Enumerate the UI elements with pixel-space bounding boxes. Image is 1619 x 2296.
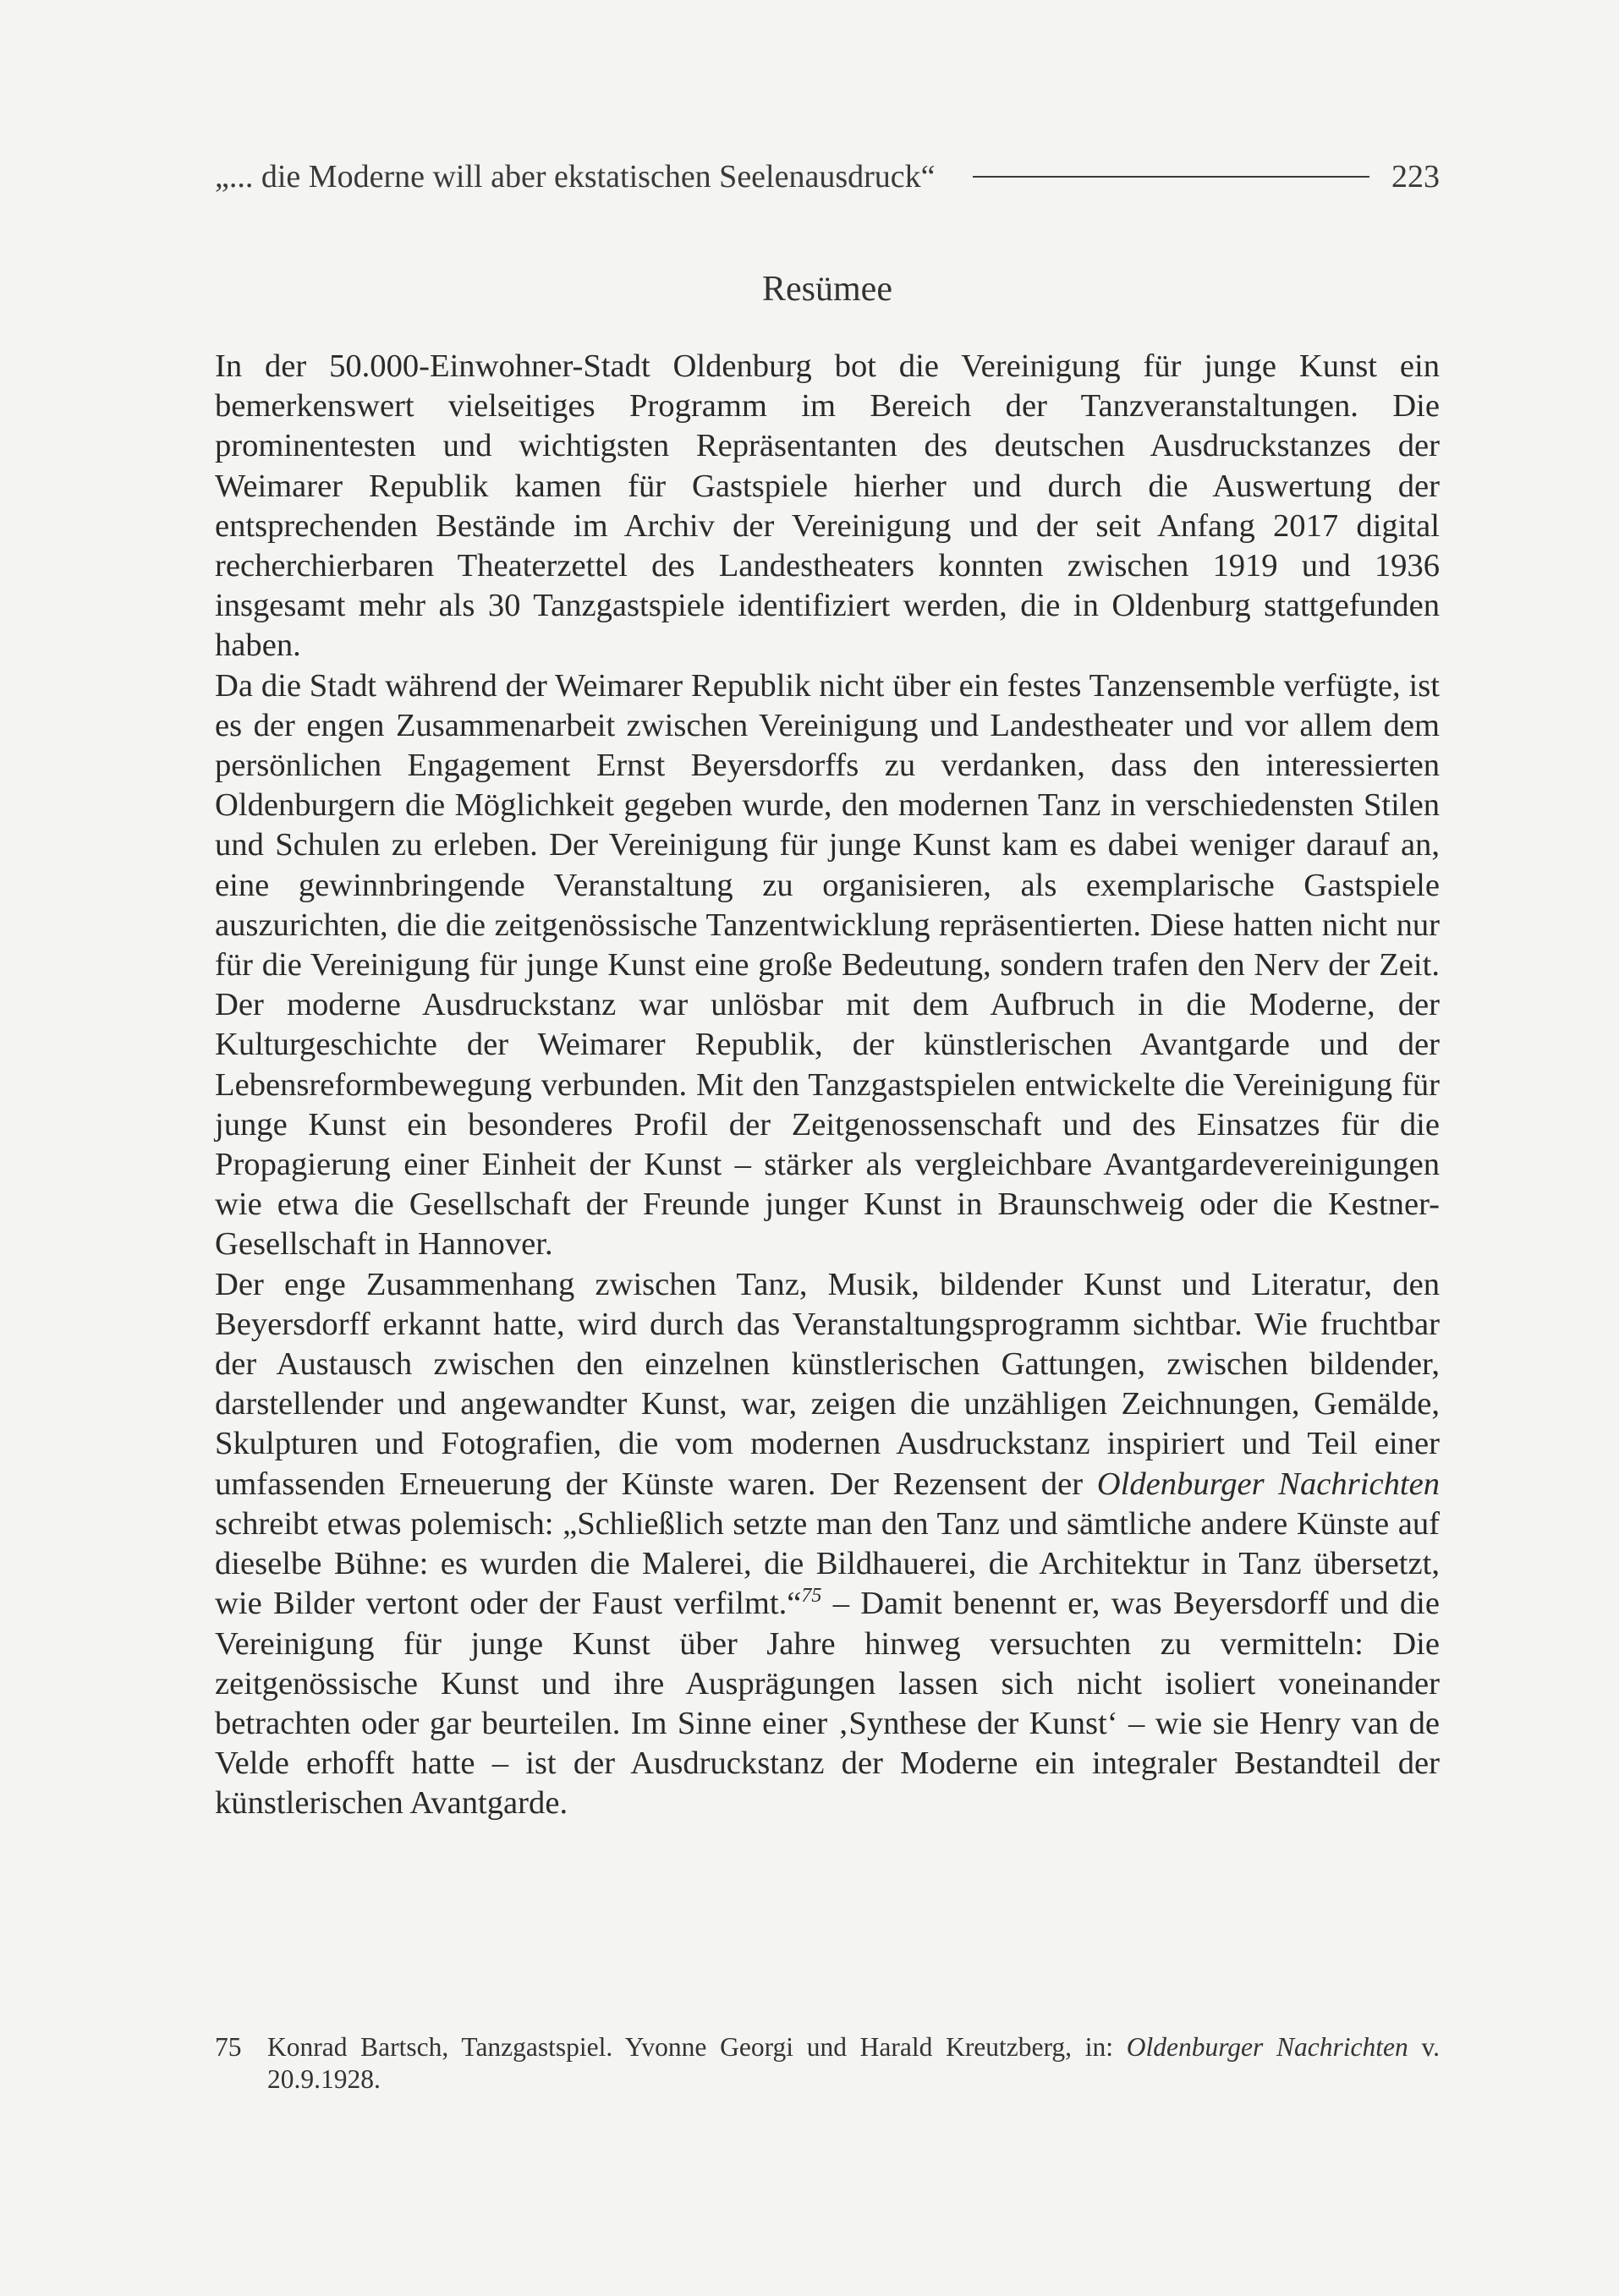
paragraph-3-text-b: – Damit benennt er, was Beyersdorff und die Vereinigung für junge Kunst über Jahre hinweg versuchten zu vermitteln: Die zeitgenössische Kunst und ihre Ausprägungen lassen sich nicht isoliert voneinander betrachten oder gar beurteilen. Im Sinne einer ‚Synthese der Kunst‘ – wie sie Henry van de Velde erhofft hatte – ist der Ausdruckstanz der Moderne ein integraler Bestandteil der künstlerischen Avantgarde. (215, 1586, 1440, 1822)
footnote-reference[interactable]: 75 (801, 1585, 822, 1608)
footnote-date: v. 20.9.1928. (267, 2032, 1441, 2094)
footnote-number: 75 (215, 2032, 242, 2062)
running-title: „... die Moderne will aber ekstatischen Seelenausdruck“ (215, 159, 936, 195)
footnote-citation: Konrad Bartsch, Tanzgastspiel. Yvonne Georgi und Harald Kreutzberg, in: (267, 2032, 1114, 2062)
page-number: 223 (1391, 159, 1440, 195)
paragraph-2: Da die Stadt während der Weimarer Republik nicht über ein festes Tanzensemble verfügte, ist es der engen Zusammenarbeit zwischen Vereinigung und Landestheater und vor allem dem persönlichen Engagement Ernst Beyersdorffs zu verdanken, dass den interessierten Oldenburgern die Möglichkeit gegeben wurde, den modernen Tanz in verschiedensten Stilen und Schulen zu erleben. Der Vereinigung für junge Kunst kam es dabei weniger darauf an, eine gewinnbringende Veranstaltung zu organisieren, als exemplarische Gastspiele auszurichten, die die zeitgenössische Tanzentwicklung repräsentierten. Diese hatten nicht nur für die Vereinigung für junge Kunst eine große Bedeutung, sondern trafen den Nerv der Zeit. Der moderne Ausdruckstanz war unlösbar mit dem Aufbruch in die Moderne, der Kulturgeschichte der Weimarer Republik, der künstlerischen Avantgarde und der Lebensreformbewegung verbunden. Mit den Tanzgastspielen entwickelte die Vereinigung für junge Kunst ein besonderes Profil der Zeitgenossenschaft und des Einsatzes für die Propagierung einer Einheit der Kunst – stärker als vergleichbare Avantgardevereinigungen wie etwa die Gesellschaft der Freunde junger Kunst in Braunschweig oder die Kestner-Gesellschaft in Hannover. (215, 667, 1440, 1263)
paragraph-3-text-a: Der enge Zusammenhang zwischen Tanz, Musik, bildender Kunst und Literatur, den Beyersdorff erkannt hatte, wird durch das Veranstaltungsprogramm sichtbar. Wie fruchtbar der Austausch zwischen den einzelnen künstlerischen Gattungen, zwischen bildender, darstellender und angewandter Kunst, war, zeigen die unzähligen Zeichnungen, Gemälde, Skulpturen und Fotografien, die vom modernen Ausdruckstanz inspiriert und Teil einer umfassenden Erneuerung der Künste waren. Der Rezensent der (215, 1266, 1440, 1502)
paragraph-1: In der 50.000-Einwohner-Stadt Oldenburg bot die Vereinigung für junge Kunst ein bemerkenswert vielseitiges Programm im Bereich der Tanzveranstaltungen. Die prominentesten und wichtigsten Repräsentanten des deutschen Ausdruckstanzes der Weimarer Republik kamen für Gastspiele hierher und durch die Auswertung der entsprechenden Bestände im Archiv der Vereinigung und der seit Anfang 2017 digital recherchierbaren Theaterzettel des Landestheaters konnten zwischen 1919 und 1936 insgesamt mehr als 30 Tanzgastspiele identifiziert werden, die in Oldenburg stattgefunden haben. (215, 348, 1440, 664)
newspaper-title: Oldenburger Nachrichten (1096, 1466, 1440, 1502)
section-heading: Resümee (762, 270, 892, 309)
header-rule (973, 176, 1369, 178)
book-page (215, 0, 1440, 2296)
paragraph-3 (215, 1265, 1440, 1824)
paragraph-3-quote: schreibt etwas polemisch: „Schließlich setzte man den Tanz und sämtliche andere Künste auf dieselbe Bühne: es wurden die Malerei, die Bildhauerei, die Architektur in Tanz übersetzt, wie Bilder vertont oder der Faust verfilmt.“ (215, 1505, 1440, 1622)
footnote-source-title: Oldenburger Nachrichten (1126, 2032, 1408, 2062)
running-header (215, 156, 1440, 198)
footnote-text (267, 2031, 1440, 2096)
footnote (215, 2031, 1440, 2096)
body-text (215, 347, 1440, 1824)
